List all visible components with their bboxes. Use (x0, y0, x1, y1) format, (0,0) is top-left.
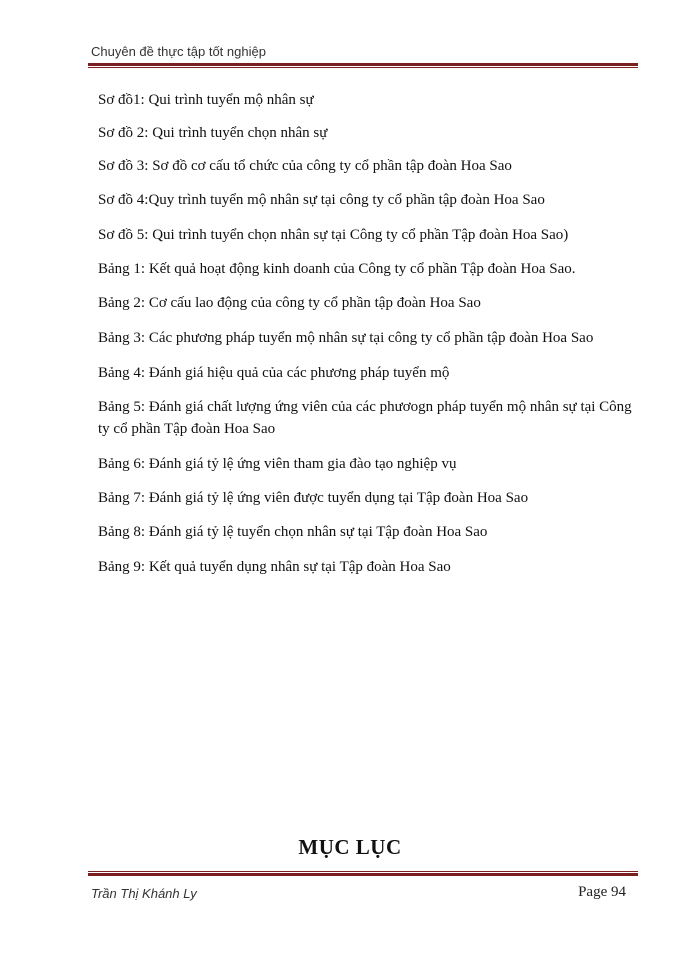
list-item: Sơ đồ 3: Sơ đồ cơ cấu tổ chức của công ty cổ phần tập đoàn Hoa Sao (98, 158, 512, 174)
list-item: Bảng 1: Kết quả hoạt động kinh doanh của Công ty cổ phần Tập đoàn Hoa Sao. (98, 261, 576, 277)
list-item: Bảng 4: Đánh giá hiệu quả của các phương pháp tuyển mộ (98, 365, 450, 381)
list-item: Bảng 3: Các phương pháp tuyển mộ nhân sự tại công ty cổ phần tập đoàn Hoa Sao (98, 330, 594, 346)
list-item: Sơ đồ1: Qui trình tuyển mộ nhân sự (98, 92, 314, 108)
list-item: Sơ đồ 4:Quy trình tuyển mộ nhân sự tại công ty cổ phần tập đoàn Hoa Sao (98, 192, 545, 208)
list-item: Sơ đồ 2: Qui trình tuyển chọn nhân sự (98, 125, 328, 141)
footer-rule (88, 871, 638, 876)
list-item: Bảng 9: Kết quả tuyển dụng nhân sự tại Tập đoàn Hoa Sao (98, 559, 451, 575)
list-item: Bảng 5: Đánh giá chất lượng ứng viên của các phươogn pháp tuyển mộ nhân sự tại Công ty cổ phần Tập đoàn Hoa Sao (98, 399, 632, 437)
toc-heading: MỤC LỤC (298, 835, 402, 859)
list-item: Bảng 7: Đánh giá tỷ lệ ứng viên được tuyển dụng tại Tập đoàn Hoa Sao (98, 490, 529, 506)
list-item: Bảng 2: Cơ cấu lao động của công ty cổ phần tập đoàn Hoa Sao (98, 295, 481, 311)
header-rule (88, 63, 638, 68)
footer-author: Trần Thị Khánh Ly (91, 886, 197, 901)
page-number: Page 94 (578, 884, 626, 900)
list-item: Bảng 8: Đánh giá tỷ lệ tuyển chọn nhân sự tại Tập đoàn Hoa Sao (98, 524, 488, 540)
running-header: Chuyên đề thực tập tốt nghiệp (91, 44, 266, 59)
list-item: Sơ đồ 5: Qui trình tuyển chọn nhân sự tại Công ty cổ phần Tập đoàn Hoa Sao) (98, 227, 569, 243)
list-item: Bảng 6: Đánh giá tỷ lệ ứng viên tham gia đào tạo nghiệp vụ (98, 456, 457, 472)
